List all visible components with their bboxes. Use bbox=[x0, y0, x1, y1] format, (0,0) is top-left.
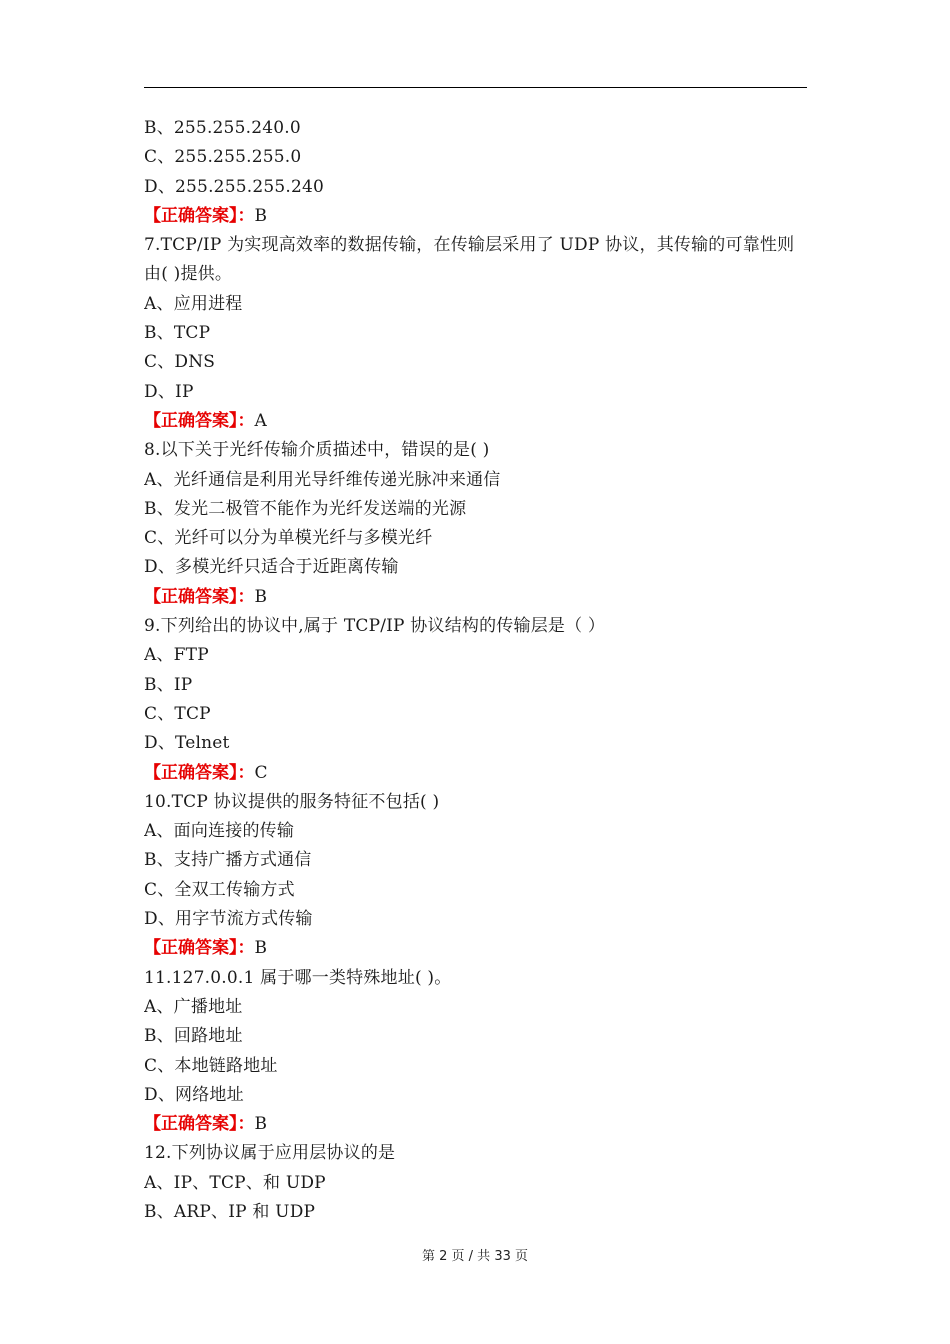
option-text: A、光纤通信是利用光导纤维传递光脉冲来通信 bbox=[144, 469, 501, 490]
option-text: B、TCP bbox=[144, 323, 211, 344]
option-text: B、255.255.240.0 bbox=[144, 118, 301, 138]
option-text: C、本地链路地址 bbox=[144, 1055, 278, 1076]
answer-value: B bbox=[254, 205, 268, 226]
question-text: 10.TCP 协议提供的服务特征不包括( ) bbox=[144, 791, 440, 812]
page-footer: 第 2 页 / 共 33 页 bbox=[422, 1249, 528, 1264]
document-content bbox=[144, 114, 808, 1227]
correct-answer bbox=[144, 934, 808, 963]
option-text: B、回路地址 bbox=[144, 1026, 243, 1047]
option-text: A、FTP bbox=[144, 645, 209, 666]
answer-label: 【正确答案】： bbox=[144, 205, 255, 226]
option-text: C、255.255.255.0 bbox=[144, 147, 302, 168]
correct-answer bbox=[144, 759, 808, 788]
correct-answer bbox=[144, 1110, 808, 1139]
question-text: 12.下列协议属于应用层协议的是 bbox=[144, 1143, 396, 1164]
answer-value: A bbox=[254, 410, 267, 431]
answer-value: B bbox=[254, 1114, 268, 1135]
question-text: 7.TCP/IP 为实现高效率的数据传输，在传输层采用了 UDP 协议，其传输的可靠性则由( )提供。 bbox=[144, 235, 795, 285]
answer-label: 【正确答案】： bbox=[144, 762, 255, 783]
option-text: B、IP bbox=[144, 674, 193, 695]
option-text: C、光纤可以分为单模光纤与多模光纤 bbox=[144, 528, 433, 549]
option-text: C、DNS bbox=[144, 352, 216, 373]
option-text: A、面向连接的传输 bbox=[144, 821, 295, 842]
option-text: B、发光二极管不能作为光纤发送端的光源 bbox=[144, 498, 467, 519]
option-text: D、网络地址 bbox=[144, 1084, 244, 1105]
header-rule bbox=[144, 87, 807, 88]
answer-value: C bbox=[254, 762, 268, 783]
option-text: D、用字节流方式传输 bbox=[144, 909, 313, 930]
question-text: 11.127.0.0.1 属于哪一类特殊地址( )。 bbox=[144, 967, 452, 988]
option-text: D、Telnet bbox=[144, 733, 230, 754]
option-text: B、ARP、IP 和 UDP bbox=[144, 1201, 316, 1222]
option-text: D、多模光纤只适合于近距离传输 bbox=[144, 557, 399, 578]
option-text: C、全双工传输方式 bbox=[144, 879, 295, 900]
correct-answer bbox=[144, 583, 808, 612]
option-text: A、广播地址 bbox=[144, 996, 243, 1017]
option-text: D、IP bbox=[144, 381, 194, 402]
question-text: 9.下列给出的协议中,属于 TCP/IP 协议结构的传输层是（ ） bbox=[144, 616, 606, 637]
answer-label: 【正确答案】： bbox=[144, 586, 255, 607]
answer-value: B bbox=[254, 938, 268, 959]
correct-answer bbox=[144, 407, 808, 436]
option-text: C、TCP bbox=[144, 703, 211, 724]
option-text: A、应用进程 bbox=[144, 293, 243, 314]
answer-value: B bbox=[254, 586, 268, 607]
question-text: 8.以下关于光纤传输介质描述中，错误的是( ) bbox=[144, 440, 490, 461]
answer-label: 【正确答案】： bbox=[144, 938, 255, 959]
option-text: A、IP、TCP、和 UDP bbox=[144, 1172, 326, 1193]
option-text: D、255.255.255.240 bbox=[144, 176, 325, 197]
option-text: B、支持广播方式通信 bbox=[144, 850, 312, 871]
correct-answer bbox=[144, 202, 808, 231]
answer-label: 【正确答案】： bbox=[144, 1114, 255, 1135]
answer-label: 【正确答案】： bbox=[144, 410, 255, 431]
